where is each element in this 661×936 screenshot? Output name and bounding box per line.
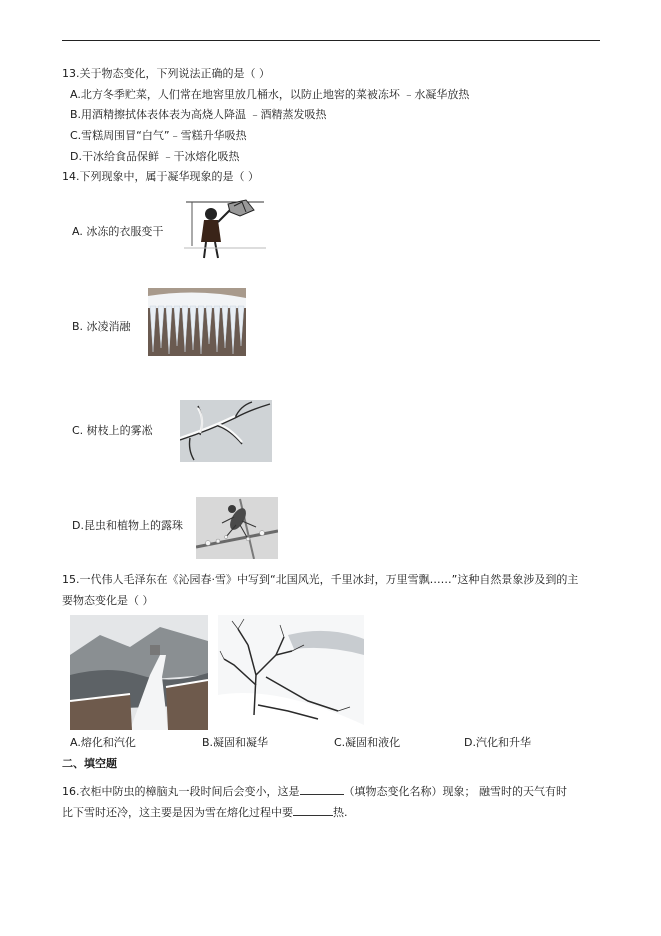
q15-option-c: C.凝固和液化	[334, 736, 401, 749]
q13-option-b: B.用酒精擦拭体表体表为高烧人降温 ﹣酒精蒸发吸热	[70, 108, 327, 121]
section-heading: 二、填空题	[62, 757, 117, 770]
q16-text-part4: 热.	[333, 806, 348, 819]
q15-option-d: D.汽化和升华	[464, 736, 531, 749]
q16-blank-1[interactable]	[300, 784, 344, 795]
header-rule	[62, 40, 600, 41]
q14-option-b: B. 冰凌消融	[72, 320, 131, 333]
great-wall-snow-image	[70, 615, 208, 730]
q14-stem: 14.下列现象中，属于凝华现象的是（ ）	[62, 170, 259, 183]
dew-insect-image	[196, 497, 278, 559]
q15-stem-line1: 15.一代伟人毛泽东在《沁园春·雪》中写到“北国风光，千里冰封，万里雪飘……”这种自然景象涉及到的主	[62, 573, 579, 586]
q13-option-a: A.北方冬季贮菜，人们常在地窖里放几桶水，以防止地窖的菜被冻坏 ﹣水凝华放热	[70, 88, 470, 101]
q16-line2	[62, 805, 348, 820]
snow-tree-image	[218, 615, 364, 730]
q16-blank-2[interactable]	[293, 805, 333, 816]
q13-option-c: C.雪糕周围冒“白气”﹣雪糕升华吸热	[70, 129, 247, 142]
icicles-image	[148, 288, 246, 356]
q13-stem: 13.关于物态变化，下列说法正确的是（ ）	[62, 67, 270, 80]
q15-option-a: A.熔化和汽化	[70, 736, 136, 749]
q14-option-d: D.昆虫和植物上的露珠	[72, 519, 183, 532]
q16-text-part3: 比下雪时还冷，这主要是因为雪在熔化过程中要	[62, 806, 293, 819]
q16-text-part2: （填物态变化名称）现象； 融雪时的天气有时	[343, 785, 567, 798]
q15-stem-line2: 要物态变化是（ ）	[62, 594, 154, 607]
q16-text-part1: 16.衣柜中防虫的樟脑丸一段时间后会变小，这是	[62, 785, 300, 798]
q14-option-a: A. 冰冻的衣服变干	[72, 225, 164, 238]
q14-option-c: C. 树枝上的雾凇	[72, 424, 153, 437]
q13-option-d: D.干冰给食品保鲜 ﹣干冰熔化吸热	[70, 150, 240, 163]
q15-option-b: B.凝固和凝华	[202, 736, 269, 749]
rime-branch-image	[180, 400, 272, 462]
q16-line1	[62, 784, 567, 799]
frozen-clothes-image	[184, 196, 266, 260]
